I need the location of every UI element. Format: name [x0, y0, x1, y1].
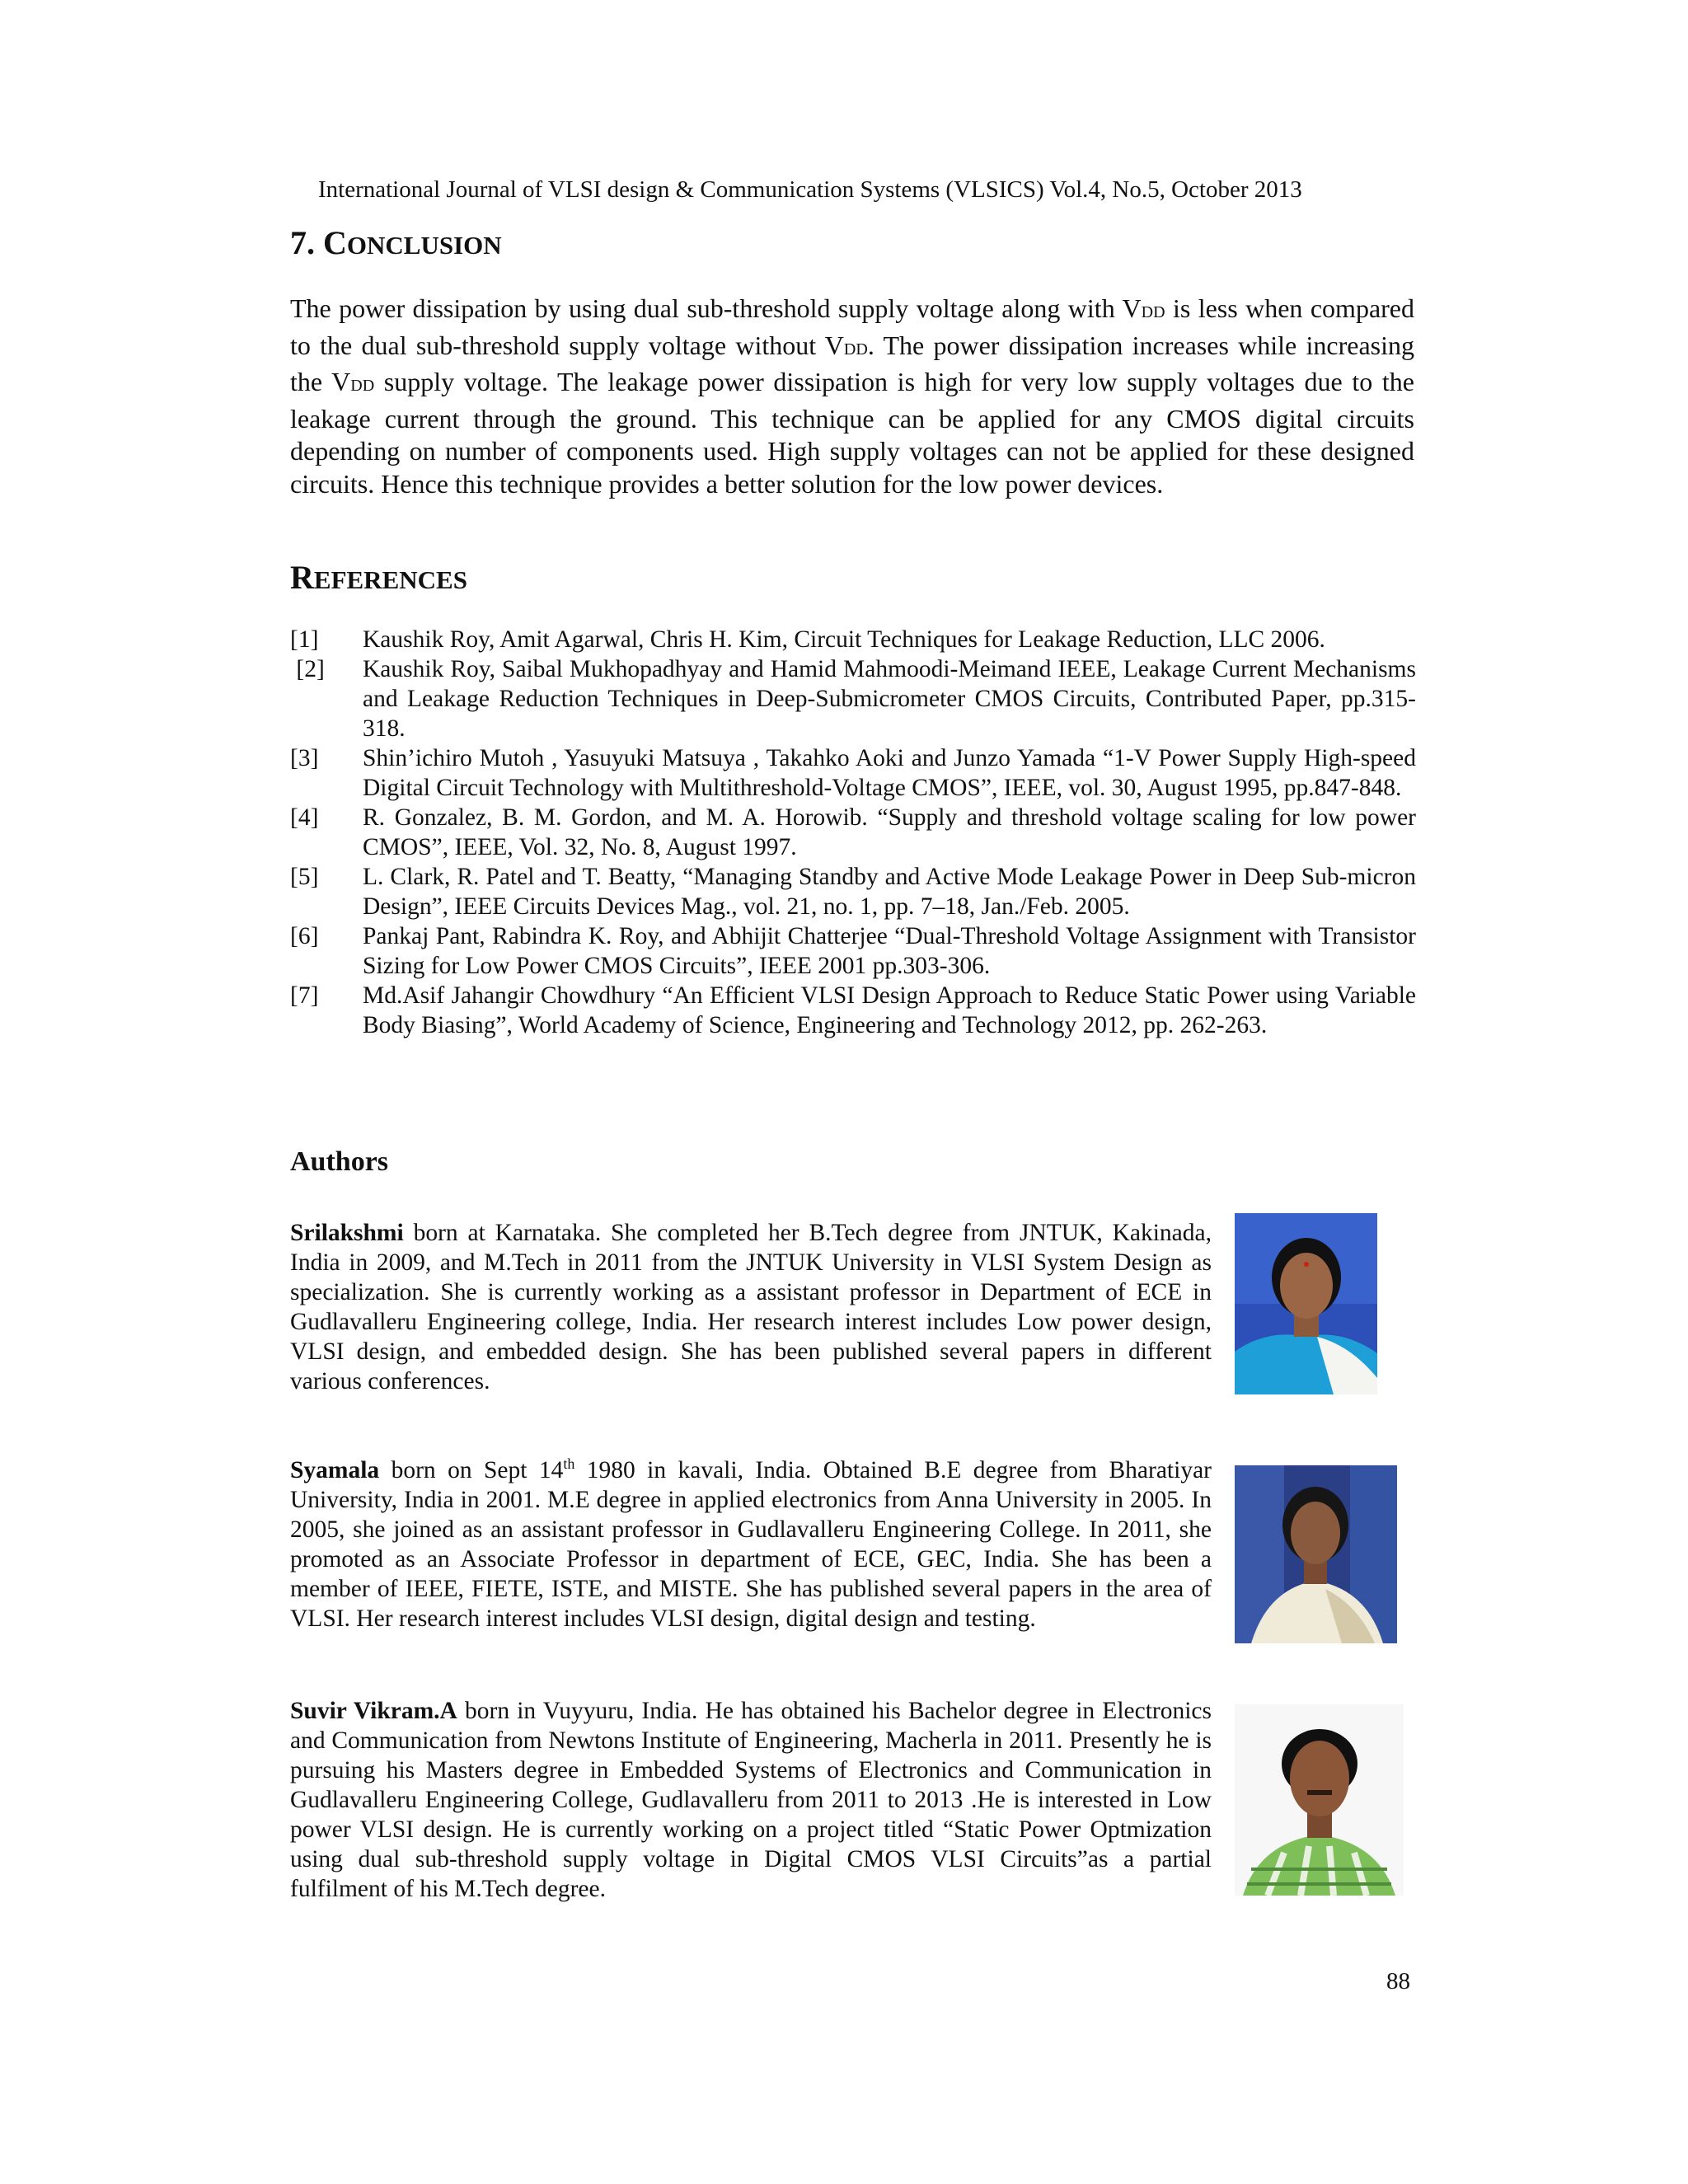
references-title-initial: R: [290, 559, 314, 596]
reference-number: [2]: [290, 656, 325, 682]
reference-text: Kaushik Roy, Saibal Mukhopadhyay and Hamid Mahmoodi-Meimand IEEE, Leakage Current Mechanisms and Leakage Reduction Techniques in Deep-Submicrometer CMOS Circuits, Contributed Paper, pp.315-318.: [363, 656, 1416, 742]
author-photo-syamala: [1235, 1465, 1397, 1643]
author-photo-srilakshmi: [1235, 1213, 1377, 1394]
reference-text: L. Clark, R. Patel and T. Beatty, “Managing Standby and Active Mode Leakage Power in Deep Sub-micron Design”, IEEE Circuits Devices Mag., vol. 21, no. 1, pp. 7–18, Jan./Feb. 2005.: [363, 864, 1416, 920]
reference-list: [290, 625, 1416, 1040]
author-name: Syamala: [290, 1457, 380, 1483]
reference-item: [290, 921, 1416, 981]
reference-number: [7]: [290, 982, 319, 1009]
conclusion-title-rest: ONCLUSION: [346, 231, 502, 260]
reference-text: Md.Asif Jahangir Chowdhury “An Efficient VLSI Design Approach to Reduce Static Power using Variable Body Biasing”, World Academy of Science, Engineering and Technology 2012, pp. 262-263.: [363, 982, 1416, 1038]
vdd-subscript-1: DD: [1141, 303, 1165, 321]
author-bio-text: 1980 in kavali, India. Obtained B.E degree from Bharatiyar University, India in 2001. M.E degree in applied electronics from Anna University in 2005. In 2005, she joined as an assistant professor in Gudlavalleru Engineering College. In 2011, she promoted as an Associate Professor in department of ECE, GEC, India. She has been a member of IEEE, FIETE, ISTE, and MISTE. She has published several papers in the area of VLSI. Her research interest includes VLSI design, digital design and testing.: [290, 1457, 1212, 1632]
conclusion-title-initial: C: [323, 224, 347, 261]
reference-text: R. Gonzalez, B. M. Gordon, and M. A. Horowib. “Supply and threshold voltage scaling for low power CMOS”, IEEE, Vol. 32, No. 8, August 1997.: [363, 804, 1416, 860]
reference-text: Kaushik Roy, Amit Agarwal, Chris H. Kim, Circuit Techniques for Leakage Reduction, LLC 2006.: [363, 626, 1325, 653]
conclusion-text-1: The power dissipation by using dual sub-threshold supply voltage along with V: [290, 293, 1142, 323]
conclusion-heading: [290, 224, 502, 265]
reference-text: Shin’ichiro Mutoh , Yasuyuki Matsuya , Takahko Aoki and Junzo Yamada “1-V Power Supply High-speed Digital Circuit Technology with Multithreshold-Voltage CMOS”, IEEE, vol. 30, August 1995, pp.847-848.: [363, 745, 1416, 801]
reference-item: [290, 654, 1416, 743]
author-bio-text-lead: born on Sept 14: [379, 1457, 564, 1483]
author-name: Suvir Vikram.A: [290, 1698, 457, 1724]
author-name: Srilakshmi: [290, 1220, 404, 1246]
reference-item: [290, 625, 1416, 654]
references-title-rest: EFERENCES: [313, 565, 467, 594]
conclusion-text-2: is less when compared to the dual sub-threshold supply voltage without V: [290, 293, 1415, 360]
vdd-subscript-3: DD: [350, 377, 375, 395]
reference-number: [1]: [290, 626, 319, 653]
reference-text: Pankaj Pant, Rabindra K. Roy, and Abhijit Chatterjee “Dual-Threshold Voltage Assignment with Transistor Sizing for Low Power CMOS Circuits”, IEEE 2001 pp.303-306.: [363, 923, 1416, 979]
author-bio-syamala: [290, 1455, 1212, 1633]
author-bio-text: born at Karnataka. She completed her B.Tech degree from JNTUK, Kakinada, India in 2009, and M.Tech in 2011 from the JNTUK University in VLSI System Design as specialization. She is currently working as a assistant professor in Department of ECE in Gudlavalleru Engineering college, India. Her research interest includes Low power design, VLSI design, and embedded design. She has been published several papers in different various conferences.: [290, 1220, 1212, 1394]
conclusion-text-4: supply voltage. The leakage power dissipation is high for very low supply voltages due to the leakage current through the ground. This technique can be applied for any CMOS digital circuits depending on number of components used. High supply voltages can not be applied for these designed circuits. Hence this technique provides a better solution for the low power devices.: [290, 367, 1415, 499]
reference-number: [4]: [290, 804, 319, 831]
reference-number: [5]: [290, 864, 319, 890]
reference-number: [6]: [290, 923, 319, 949]
conclusion-text-3: . The power dissipation increases while increasing the V: [290, 330, 1415, 396]
conclusion-paragraph: [290, 293, 1414, 500]
vdd-subscript-2: DD: [843, 340, 868, 359]
author-bio-suvir-vikram: [290, 1696, 1212, 1904]
reference-item: [290, 803, 1416, 862]
author-bio-srilakshmi: [290, 1218, 1212, 1396]
author-bio-superscript: th: [563, 1455, 575, 1473]
reference-number: [3]: [290, 745, 319, 771]
reference-item: [290, 981, 1416, 1040]
conclusion-number: 7.: [290, 224, 315, 261]
authors-heading: Authors: [290, 1146, 389, 1177]
journal-header: International Journal of VLSI design & Communication Systems (VLSICS) Vol.4, No.5, October 2013: [318, 176, 1302, 203]
reference-item: [290, 743, 1416, 803]
reference-item: [290, 862, 1416, 921]
author-photo-suvir-vikram: [1235, 1704, 1404, 1896]
references-heading: [290, 559, 467, 599]
author-bio-text: born in Vuyyuru, India. He has obtained his Bachelor degree in Electronics and Communication from Newtons Institute of Engineering, Macherla in 2011. Presently he is pursuing his Masters degree in Embedded Systems of Electronics and Communication in Gudlavalleru Engineering College, Gudlavalleru from 2011 to 2013 .He is interested in Low power VLSI design. He is currently working on a project titled “Static Power Optmization using dual sub-threshold supply voltage in Digital CMOS VLSI Circuits”as a partial fulfilment of his M.Tech degree.: [290, 1698, 1212, 1902]
page-number: 88: [1386, 1968, 1410, 1994]
